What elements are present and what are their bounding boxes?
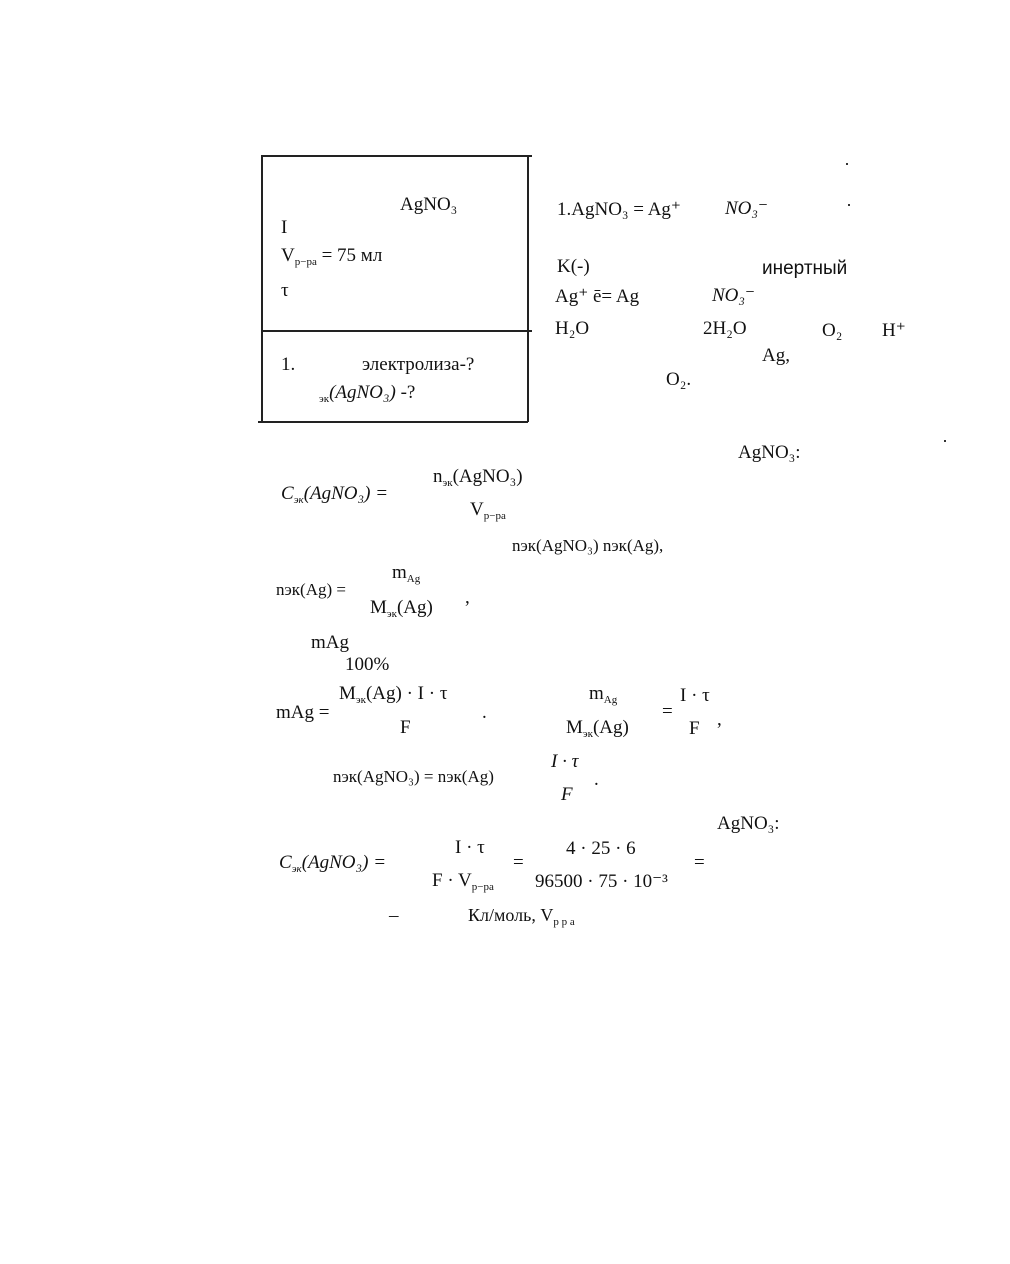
faraday-denominator: F bbox=[400, 717, 411, 738]
final-lhs: $C_{эк}(AgNO_3)$ = bbox=[279, 852, 387, 875]
dissociation-equation: 1.AgNO₃ = Ag⁺ bbox=[557, 199, 681, 220]
question-concentration: $_{эк}$(AgNO₃) -? bbox=[319, 382, 416, 405]
oxygen-product: O₂. bbox=[666, 369, 692, 390]
m-ag-lhs: mAg = bbox=[276, 702, 330, 723]
given-formula: AgNO₃ bbox=[400, 194, 458, 215]
agno3-label: AgNO₃: bbox=[738, 442, 801, 463]
given-volume: $V_{р-ра} = 75$ мл bbox=[281, 245, 383, 268]
n-equivalence-denominator: F bbox=[561, 784, 573, 805]
box-bottom-border bbox=[258, 421, 528, 423]
concentration-denominator: $V_{р-ра}$ bbox=[470, 499, 506, 522]
box-divider bbox=[262, 330, 532, 332]
given-time: τ bbox=[281, 280, 289, 301]
ratio-rhs-denominator: F bbox=[689, 718, 700, 739]
faraday-dot: . bbox=[482, 702, 487, 723]
speck bbox=[944, 440, 946, 442]
nitrate-ion: NO₃⁻ bbox=[725, 198, 769, 219]
oxygen-anode: O₂ bbox=[822, 320, 843, 341]
agno3-label-2: AgNO₃: bbox=[717, 813, 780, 834]
ratio-rhs-numerator: I · τ bbox=[680, 685, 710, 706]
question-electrolysis: электролиза-? bbox=[362, 354, 475, 375]
ratio-comma: , bbox=[717, 709, 722, 730]
final-denominator: $F \cdot V_{р-ра}$ bbox=[432, 870, 494, 893]
cathode-label: K(-) bbox=[557, 256, 590, 277]
question-number: 1. bbox=[281, 354, 296, 375]
ratio-denominator: $M_{эк}(Ag)$ bbox=[566, 717, 629, 740]
silver-product: Ag, bbox=[762, 345, 790, 366]
speck bbox=[846, 163, 848, 165]
cathode-equation: Ag⁺ ē= Ag bbox=[555, 286, 640, 307]
final-numerator-values: 4 · 25 · 6 bbox=[566, 838, 636, 859]
n-ag-comma: , bbox=[465, 587, 470, 608]
ratio-equals: = bbox=[662, 701, 673, 722]
n-equivalence: nэк(AgNO₃) = nэк(Ag) bbox=[333, 767, 494, 786]
yield-percent: 100% bbox=[345, 654, 390, 675]
water-left: H₂O bbox=[555, 318, 590, 339]
box-left-border bbox=[261, 155, 263, 422]
units: Кл/моль, $V_{р р а}$ bbox=[468, 905, 575, 928]
speck bbox=[848, 204, 850, 206]
final-denominator-values: 96500 · 75 · 10⁻³ bbox=[535, 871, 668, 892]
n-equivalence-numerator: I · τ bbox=[551, 751, 579, 772]
water-anode: 2H₂O bbox=[703, 318, 747, 339]
final-equals-2: = bbox=[694, 852, 705, 873]
n-ag-lhs: nэк(Ag) = bbox=[276, 580, 346, 599]
inert-label: инертный bbox=[762, 258, 848, 279]
box-right-border bbox=[527, 155, 529, 422]
given-current: I bbox=[281, 217, 288, 238]
concentration-numerator: $n_{эк}(AgNO_3)$ bbox=[433, 466, 523, 489]
n-ag-denominator: $M_{эк}(Ag)$ bbox=[370, 597, 433, 620]
box-top-border bbox=[262, 155, 532, 157]
m-ag-label: mAg bbox=[311, 632, 349, 653]
dash: – bbox=[389, 905, 399, 926]
concentration-lhs: $C_{эк}(AgNO_3)$ = bbox=[281, 483, 389, 506]
final-equals: = bbox=[513, 852, 524, 873]
final-numerator: I · τ bbox=[455, 837, 485, 858]
n-ag-numerator: $m_{Ag}$ bbox=[392, 562, 421, 585]
equivalence-statement: nэк(AgNO₃) nэк(Ag), bbox=[512, 536, 664, 555]
ratio-numerator: $m_{Ag}$ bbox=[589, 683, 618, 706]
n-equivalence-dot: . bbox=[594, 769, 599, 790]
hydrogen-ion: H⁺ bbox=[882, 320, 906, 341]
faraday-numerator: $M_{эк}(Ag) \cdot I \cdot \tau$ bbox=[339, 683, 448, 706]
nitrate-ion-anode: NO₃⁻ bbox=[712, 285, 756, 306]
